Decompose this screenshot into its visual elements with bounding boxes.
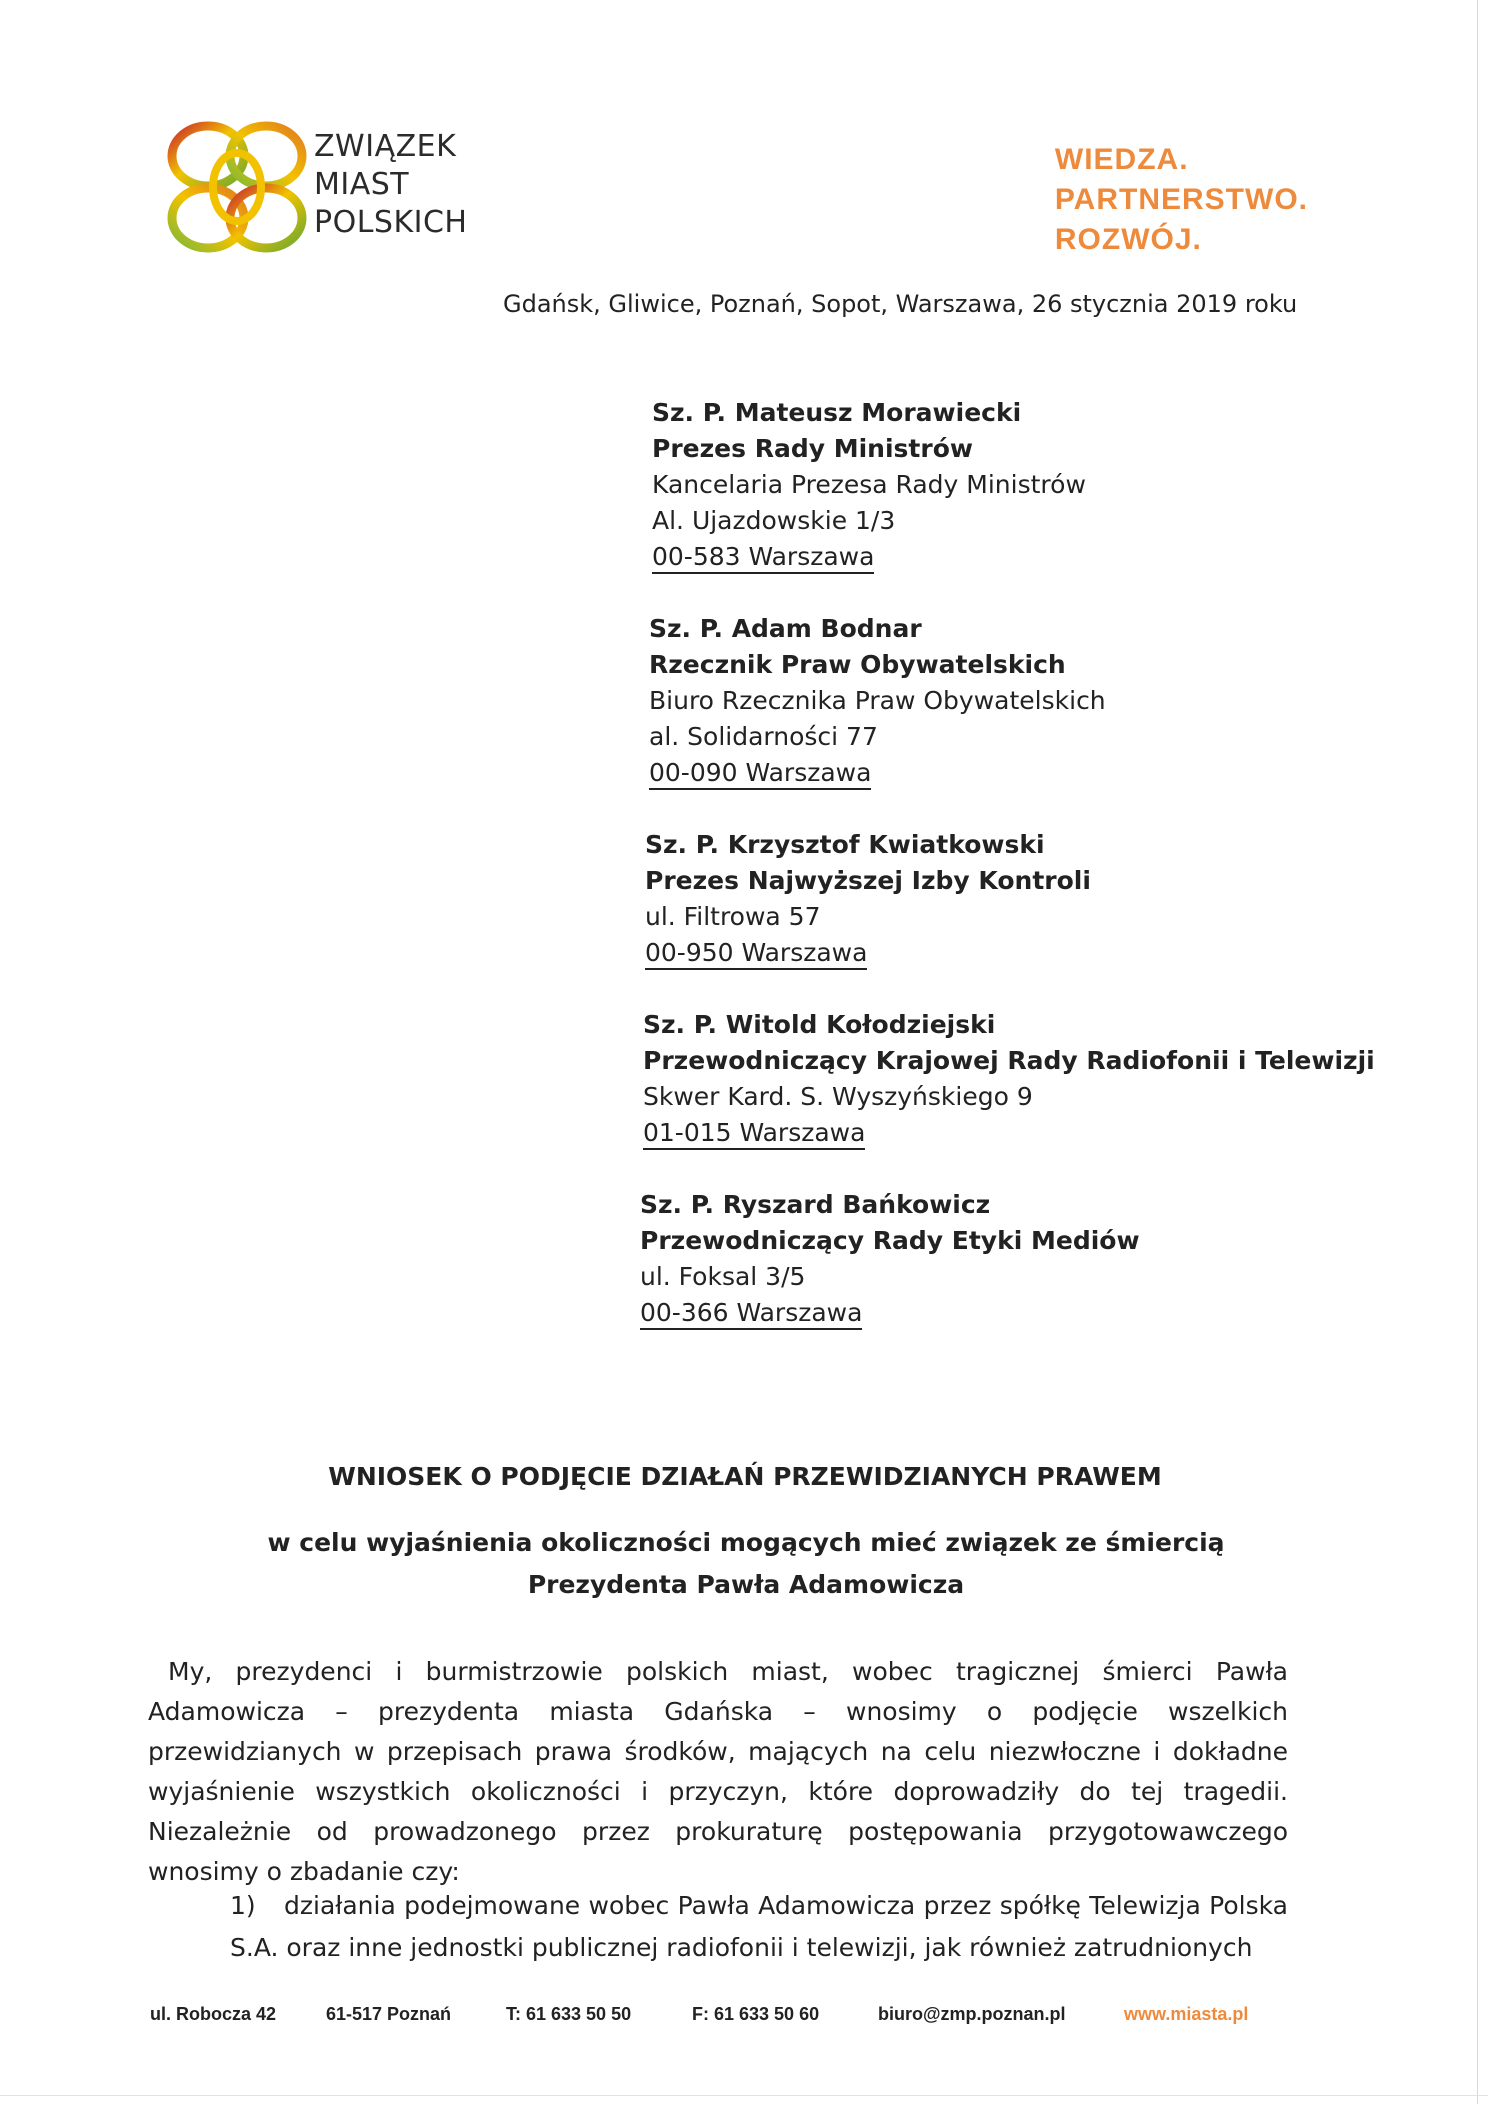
page-bottom-edge bbox=[0, 2095, 1488, 2096]
footer-city: 61-517 Poznań bbox=[326, 2004, 452, 2024]
recipient-role: Przewodniczący Rady Etyki Mediów bbox=[640, 1226, 1140, 1255]
recipient-name: Sz. P. Adam Bodnar bbox=[649, 614, 922, 643]
footer-website-link[interactable]: www.miasta.pl bbox=[1124, 2004, 1249, 2024]
recipient-3 bbox=[645, 827, 1352, 971]
document-subtitle: w celu wyjaśnienia okoliczności mogących mieć związek ze śmiercią Prezydenta Pawła Adamowicza bbox=[267, 1528, 1225, 1599]
page-edge bbox=[1477, 0, 1478, 2104]
motto-line-3: ROZWÓJ. bbox=[1054, 223, 1202, 256]
motto-line-2: PARTNERSTWO. bbox=[1054, 183, 1308, 216]
recipient-role: Prezes Najwyższej Izby Kontroli bbox=[645, 866, 1091, 895]
recipient-address-line: ul. Filtrowa 57 bbox=[645, 902, 821, 931]
footer-street: ul. Robocza 42 bbox=[150, 2004, 277, 2024]
recipient-2 bbox=[649, 611, 1352, 791]
list-item bbox=[230, 1885, 1288, 1969]
recipient-role: Prezes Rady Ministrów bbox=[652, 434, 973, 463]
recipients-block bbox=[640, 395, 1375, 1367]
recipient-postal: 00-583 Warszawa bbox=[652, 541, 874, 574]
org-name-line-2: MIAST bbox=[314, 167, 410, 202]
list-item-number: 1) bbox=[230, 1891, 256, 1920]
footer-fax: F: 61 633 50 60 bbox=[692, 2004, 820, 2024]
zmp-rings-logo-icon bbox=[160, 118, 315, 258]
recipient-role: Przewodniczący Krajowej Rady Radiofonii i Telewizji bbox=[643, 1046, 1375, 1075]
recipient-5 bbox=[640, 1187, 1352, 1331]
recipient-address-line: Al. Ujazdowskie 1/3 bbox=[652, 506, 896, 535]
org-name bbox=[314, 128, 468, 242]
recipient-postal: 00-950 Warszawa bbox=[645, 937, 867, 970]
recipient-postal: 00-366 Warszawa bbox=[640, 1297, 862, 1330]
motto-line-1: WIEDZA. bbox=[1054, 143, 1189, 176]
recipient-role: Rzecznik Praw Obywatelskich bbox=[649, 650, 1066, 679]
recipient-name: Sz. P. Ryszard Bańkowicz bbox=[640, 1190, 991, 1219]
document-title: WNIOSEK O PODJĘCIE DZIAŁAŃ PRZEWIDZIANYCH PRAWEM bbox=[328, 1462, 1162, 1491]
recipient-address-line: Biuro Rzecznika Praw Obywatelskich bbox=[649, 686, 1106, 715]
motto bbox=[1055, 140, 1308, 260]
recipient-name: Sz. P. Witold Kołodziejski bbox=[643, 1010, 996, 1039]
recipient-address-line: ul. Foksal 3/5 bbox=[640, 1262, 806, 1291]
place-date: Gdańsk, Gliwice, Poznań, Sopot, Warszawa, 26 stycznia 2019 roku bbox=[503, 290, 1298, 318]
org-name-line-1: ZWIĄZEK bbox=[314, 129, 457, 164]
org-name-line-3: POLSKICH bbox=[314, 205, 468, 240]
list-item-text: działania podejmowane wobec Pawła Adamowicza przez spółkę Telewizja Polska S.A. oraz inne jednostki publicznej radiofonii i telewizji, jak również zatrudnionych bbox=[230, 1891, 1288, 1962]
body-paragraph bbox=[148, 1652, 1288, 1892]
recipient-postal: 00-090 Warszawa bbox=[649, 757, 871, 790]
body-paragraph-text: My, prezydenci i burmistrzowie polskich miast, wobec tragicznej śmierci Pawła Adamowicza – prezydenta miasta Gdańska – wnosimy o podjęcie wszelkich przewidzianych w przepisach prawa środków, mających na celu niezwłoczne i dokładne wyjaśnienie wszystkich okoliczności i przyczyn, które doprowadziły do tej tragedii. Niezależnie od prowadzonego przez prokuraturę postępowania przygotowawczego wnosimy o zbadanie czy: bbox=[148, 1657, 1288, 1886]
footer-email[interactable]: biuro@zmp.poznan.pl bbox=[878, 2004, 1066, 2024]
recipient-name: Sz. P. Mateusz Morawiecki bbox=[652, 398, 1022, 427]
footer-phone: T: 61 633 50 50 bbox=[506, 2004, 632, 2024]
recipient-4 bbox=[643, 1007, 1375, 1151]
recipient-address-line: al. Solidarności 77 bbox=[649, 722, 878, 751]
recipient-name: Sz. P. Krzysztof Kwiatkowski bbox=[645, 830, 1045, 859]
recipient-postal: 01-015 Warszawa bbox=[643, 1117, 865, 1150]
recipient-address-line: Skwer Kard. S. Wyszyńskiego 9 bbox=[643, 1082, 1033, 1111]
recipient-address-line: Kancelaria Prezesa Rady Ministrów bbox=[652, 470, 1086, 499]
recipient-1 bbox=[652, 395, 1352, 575]
